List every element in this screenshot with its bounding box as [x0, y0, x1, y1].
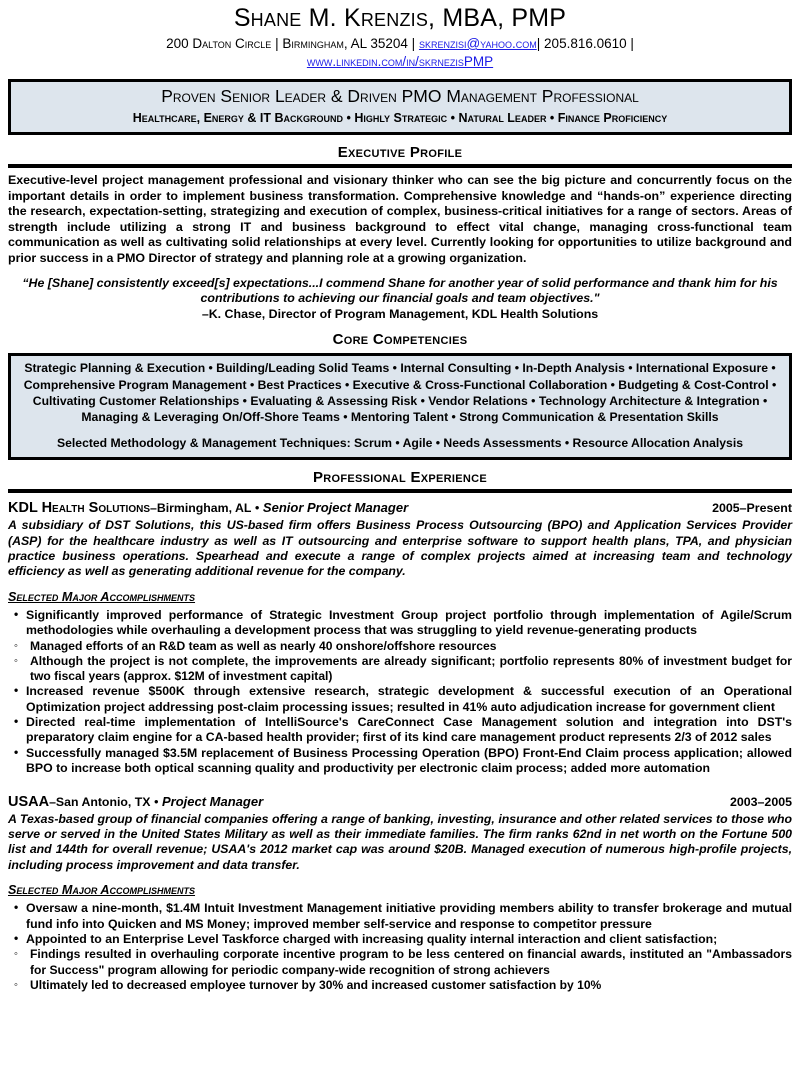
employment-dates: 2005–Present: [712, 501, 792, 516]
list-item: • Appointed to an Enterprise Level Taskforce charged with increasing quality internal interaction and client satisfaction;: [8, 932, 792, 947]
employer-description: A Texas-based group of financial companies offering a range of banking, investing, insurance and other related services to those who serve or served in the United States Military as well as their immediate families. The firm ranks 62nd in net worth on the Fortune 500 list and 144th for overall revenue; USAA's 2012 market cap was around $20B. Managed execution of numerous high-profile projects, including process improvement and data transfer.: [8, 811, 792, 872]
contact-separator: |: [275, 36, 279, 51]
list-item: ◦ Although the project is not complete, the improvements are already significant; portfolio represents 80% of investment budget for two fiscal years (approx. $12M of investment capital): [8, 654, 792, 684]
accomplishments-list: [8, 901, 792, 993]
testimonial-quote: “He [Shane] consistently exceed[s] expectations...I commend Shane for another year of solid performance and thank him for his contributions to achieving our financial goals and team objectives.": [22, 275, 778, 306]
section-rule: [8, 164, 792, 168]
executive-profile-body: Executive-level project management professional and visionary thinker who can see the big picture and concurrently focus on the important details in order to implement business transformation. Comprehensive knowledge and “hands-on” experience directing the research, expectation-setting, strategizing and execution of complex, business-critical initiatives for a range of sectors. Areas of strength include utilizing a strong IT and business background to effect vital change, managing cross-functional team communication as well as cultivating solid relationships at every level. Currently looking for opportunities to utilize background and prior success in a PMO Director of strategy and planning role at a growing organization.: [8, 173, 792, 265]
section-title-core-competencies: Core Competencies: [332, 331, 468, 349]
contact-separator: |: [536, 36, 541, 51]
experience-header-left: [8, 793, 263, 811]
section-title-executive-profile: Executive Profile: [337, 144, 463, 161]
experience-header: [8, 793, 792, 811]
list-item: • Oversaw a nine-month, $1.4M Intuit Investment Management initiative providing members ability to transfer brokerage and mutual fund info into Quicken and MS Money; improved member self-service and response to competitor pressure: [8, 901, 792, 932]
headline-subtext: Healthcare, Energy & IT Background • Highly Strategic • Natural Leader • Finance Proficiency: [132, 111, 668, 125]
headline-text: Proven Senior Leader & Driven PMO Management Professional: [161, 86, 639, 106]
header-bullet-separator: •: [154, 794, 159, 809]
experience-entry: [8, 499, 792, 776]
header-bullet-separator: •: [254, 501, 260, 516]
accomplishments-list: [8, 608, 792, 777]
list-item: • Increased revenue $500K through extensive research, strategic development & successful execution of an Operational Optimization project addressing post-claim processing issues; resulted in 41% auto adjudication increase for government client: [8, 684, 792, 715]
experience-header-left: [8, 499, 408, 517]
employment-dates: 2003–2005: [729, 794, 792, 809]
accomplishments-subheading: Selected Major Accomplishments: [8, 589, 196, 604]
sub-accomplishments-list: [8, 639, 792, 685]
list-item: • Significantly improved performance of Strategic Investment Group project portfolio through implementation of Agile/Scrum methodologies while overhauling a development process that was struggling to yield revenue-generating products: [8, 608, 792, 639]
city-state-zip: Birmingham, AL 35204: [282, 36, 408, 51]
experience-entry: [8, 793, 792, 993]
list-item: ◦ Findings resulted in overhauling corporate incentive program to be less centered on financial awards, instituted an "Ambassadors for Success" program allowing for periodic company-wide recognition of strong achievers: [8, 947, 792, 977]
section-rule: [8, 489, 792, 493]
list-item: ◦ Managed efforts of an R&D team as well as nearly 40 onshore/offshore resources: [8, 639, 792, 654]
employer-location: –San Antonio, TX: [49, 794, 151, 809]
employer-location: –Birmingham, AL: [150, 501, 252, 516]
section-title-professional-experience: Professional Experience: [312, 469, 488, 487]
email-link[interactable]: skrenzisi@yahoo.com: [418, 36, 537, 51]
list-item: ◦ Ultimately led to decreased employee turnover by 30% and increased customer satisfaction by 10%: [8, 978, 792, 993]
job-title: Senior Project Manager: [262, 500, 409, 516]
core-competencies-list: Strategic Planning & Execution • Building/Leading Solid Teams • Internal Consulting • In-Depth Analysis • International Exposure • Comprehensive Program Management • Best Practices • Executive & Cross-Functional Collaboration • Budgeting & Cost-Control • Cultivating Customer Relationships • Evaluating & Assessing Risk • Vendor Relations • Technology Architecture & Integration • Managing & Leveraging On/Off-Shore Teams • Mentoring Talent • Strong Communication & Presentation Skills: [23, 361, 777, 424]
sub-accomplishments-list: [8, 947, 792, 993]
core-competencies-methodology: Selected Methodology & Management Techniques: Scrum • Agile • Needs Assessments • Resource Allocation Analysis: [57, 436, 743, 451]
experience-header: [8, 499, 792, 517]
street-address: 200 Dalton Circle: [166, 36, 272, 51]
list-item: • Successfully managed $3.5M replacement of Business Processing Operation (BPO) Front-End Claim process application; allowed BPO to increase both optical scanning quality and productivity per electronic claim process; added more automation: [8, 746, 792, 777]
contact-line-1: [8, 35, 792, 52]
linkedin-link[interactable]: www.linkedin.com/in/skrnezisPMP: [306, 54, 494, 69]
contact-separator: |: [630, 36, 634, 51]
candidate-name: Shane M. Krenzis, MBA, PMP: [233, 4, 567, 32]
list-item: • Directed real-time implementation of IntelliSource's CareConnect Case Management solution and integration into DST's preparatory claim engine for a CA-based health provider; first of its kind care management product represents 2/3 of 2012 sales: [8, 715, 792, 746]
accomplishments-subheading: Selected Major Accomplishments: [8, 883, 196, 898]
headline-banner: [8, 79, 792, 135]
employer-name: USAA: [8, 793, 50, 810]
job-title: Project Manager: [162, 793, 264, 809]
core-competencies-box: [8, 353, 792, 460]
contact-separator: |: [411, 36, 416, 51]
employer-name: KDL Health Solutions: [8, 500, 150, 517]
employer-description: A subsidiary of DST Solutions, this US-based firm offers Business Process Outsourcing (BPO) and Application Services Provider (ASP) for the healthcare industry as well as IT outsourcing and enterprise software to support health plans, TPA, and physician practice business operations. Spearhead and execute a range of complex projects aimed at increasing team and technology efficiency as well as generating additional revenue for the company.: [8, 518, 792, 579]
contact-line-2: [8, 53, 792, 70]
phone-number: 205.816.0610: [544, 36, 627, 51]
testimonial-attribution: –K. Chase, Director of Program Management, KDL Health Solutions: [201, 306, 599, 321]
resume-header: [8, 4, 792, 70]
